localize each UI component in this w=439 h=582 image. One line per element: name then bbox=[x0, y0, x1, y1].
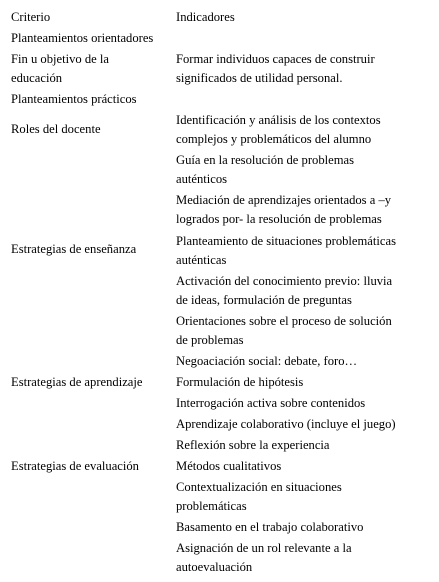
criterio-estrategias-aprendizaje: Estrategias de aprendizaje bbox=[11, 375, 143, 389]
indicador-contextualizacion-line2: problemáticas bbox=[176, 499, 247, 513]
indicador-mediacion-line1: Mediación de aprendizajes orientados a –y bbox=[176, 193, 392, 207]
indicador-aprendizaje-colaborativo: Aprendizaje colaborativo (incluye el juego) bbox=[176, 417, 396, 431]
criterio-estrategias-ensenanza: Estrategias de enseñanza bbox=[11, 242, 137, 256]
criterio-planteamientos-orientadores: Planteamientos orientadores bbox=[11, 31, 154, 45]
criterio-estrategias-evaluacion: Estrategias de evaluación bbox=[11, 459, 139, 473]
indicador-orientaciones-line2: de problemas bbox=[176, 333, 244, 347]
indicador-activacion-line2: de ideas, formulación de preguntas bbox=[176, 293, 352, 307]
header-indicadores: Indicadores bbox=[176, 10, 235, 24]
indicador-orientaciones-line1: Orientaciones sobre el proceso de solución bbox=[176, 314, 392, 328]
indicador-planteamiento-line1: Planteamiento de situaciones problemáticas bbox=[176, 234, 396, 248]
header-criterio: Criterio bbox=[11, 10, 51, 24]
criterio-fin-objetivo-line2: educación bbox=[11, 71, 63, 85]
criterio-fin-objetivo-line1: Fin u objetivo de la bbox=[11, 52, 109, 66]
criterio-roles-docente: Roles del docente bbox=[11, 122, 101, 136]
indicador-contextualizacion-line1: Contextualización en situaciones bbox=[176, 480, 342, 494]
indicador-formar-line1: Formar individuos capaces de construir bbox=[176, 52, 375, 66]
criterio-planteamientos-practicos: Planteamientos prácticos bbox=[11, 92, 137, 106]
indicador-activacion-line1: Activación del conocimiento previo: lluvia bbox=[176, 274, 393, 288]
indicador-identificacion-line1: Identificación y análisis de los contextos bbox=[176, 113, 381, 127]
indicador-guia-line1: Guía en la resolución de problemas bbox=[176, 153, 355, 167]
indicador-interrogacion: Interrogación activa sobre contenidos bbox=[176, 396, 366, 410]
indicador-mediacion-line2: logrados por- la resolución de problemas bbox=[176, 212, 382, 226]
indicador-identificacion-line2: complejos y problemáticos del alumno bbox=[176, 132, 372, 146]
indicador-planteamiento-line2: auténticas bbox=[176, 253, 227, 267]
indicador-asignacion-line2: autoevaluación bbox=[176, 560, 253, 574]
indicador-hipotesis: Formulación de hipótesis bbox=[176, 375, 304, 389]
indicador-negociacion: Negoaciación social: debate, foro… bbox=[176, 354, 358, 368]
indicador-formar-line2: significados de utilidad personal. bbox=[176, 71, 343, 85]
indicador-basamento: Basamento en el trabajo colaborativo bbox=[176, 520, 364, 534]
indicador-reflexion: Reflexión sobre la experiencia bbox=[176, 438, 330, 452]
indicador-asignacion-line1: Asignación de un rol relevante a la bbox=[176, 541, 352, 555]
indicador-guia-line2: auténticos bbox=[176, 172, 228, 186]
indicador-metodos-cualitativos: Métodos cualitativos bbox=[176, 459, 282, 473]
